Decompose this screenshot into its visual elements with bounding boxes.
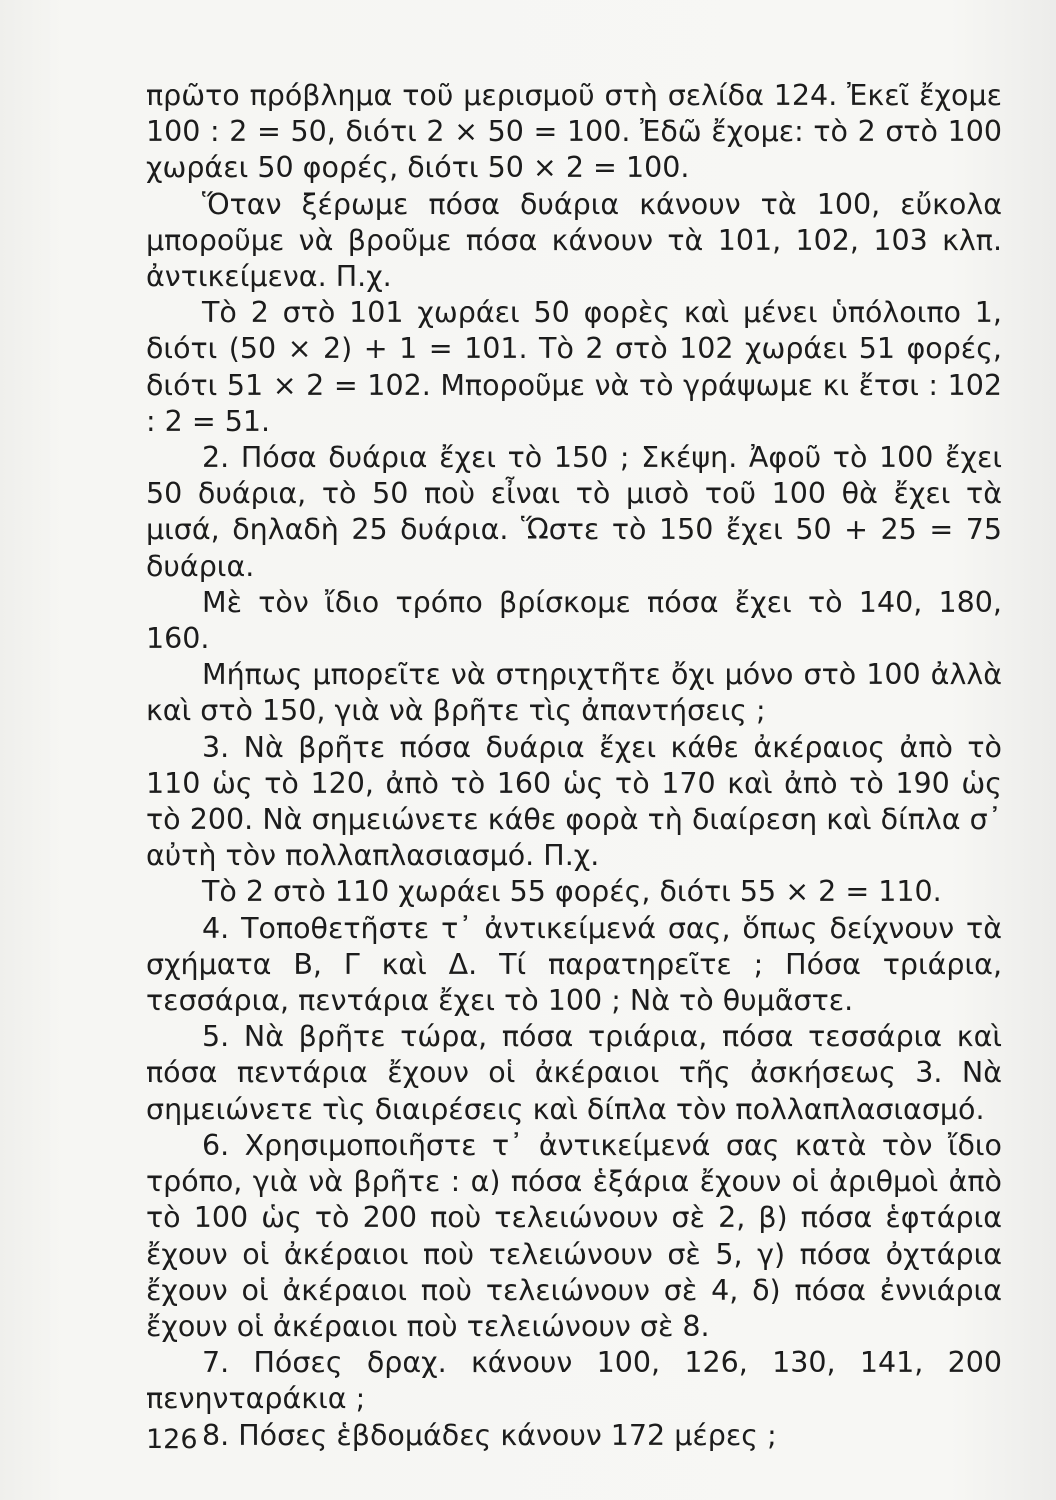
paragraph-continuation: πρῶτο πρόβλημα τοῦ μερισμοῦ στὴ σελίδα 124. Ἐκεῖ ἔχομε 100 : 2 = 50, διότι 2 × 50 = 100. Ἐδῶ ἔχομε: τὸ 2 στὸ 100 χωράει 50 φορές, διότι 50 × 2 = 100. (146, 79, 1002, 185)
exercise-2: 2. Πόσα δυάρια ἔχει τὸ 150 ; Σκέψη. Ἀφοῦ τὸ 100 ἔχει 50 δυάρια, τὸ 50 ποὺ εἶναι τὸ μισὸ τοῦ 100 θὰ ἔχει τὰ μισά, δηλαδὴ 25 δυάρια. Ὥστε τὸ 150 ἔχει 50 + 25 = 75 δυάρια. (146, 441, 1002, 583)
paragraph-question-150: Μήπως μπορεῖτε νὰ στηριχτῆτε ὄχι μόνο στὸ 100 ἀλλὰ καὶ στὸ 150, γιὰ νὰ βρῆτε τὶς ἀπαντήσεις ; (146, 658, 1002, 728)
exercise-6: 6. Χρησιμοποιῆστε τ᾽ ἀντικείμενά σας κατὰ τὸν ἴδιο τρόπο, γιὰ νὰ βρῆτε : α) πόσα ἑξάρια ἔχουν οἱ ἀριθμοὶ ἀπὸ τὸ 100 ὡς τὸ 200 ποὺ τελειώνουν σὲ 2, β) πόσα ἑφτάρια ἔχουν οἱ ἀκέραιοι ποὺ τελειώνουν σὲ 5, γ) πόσα ὀχτάρια ἔχουν οἱ ἀκέραιοι ποὺ τελειώνουν σὲ 4, δ) πόσα ἐννιάρια ἔχουν οἱ ἀκέραιοι ποὺ τελειώνουν σὲ 8. (146, 1128, 1002, 1343)
exercise-4: 4. Τοποθετῆστε τ᾽ ἀντικείμενά σας, ὅπως δείχνουν τὰ σχήματα Β, Γ καὶ Δ. Τί παρατηρεῖτε ; Πόσα τριάρια, τεσσάρια, πεντάρια ἔχει τὸ 100 ; Νὰ τὸ θυμᾶστε. (146, 911, 1002, 1018)
body-text (146, 78, 1002, 1454)
exercise-3: 3. Νὰ βρῆτε πόσα δυάρια ἔχει κάθε ἀκέραιος ἀπὸ τὸ 110 ὡς τὸ 120, ἀπὸ τὸ 160 ὡς τὸ 170 καὶ ἀπὸ τὸ 190 ὡς τὸ 200. Νὰ σημειώνετε κάθε φορὰ τὴ διαίρεση καὶ δίπλα σ᾽ αὐτὴ τὸν πολλαπλασιασμό. Π.χ. (146, 730, 1002, 873)
paragraph-example-110: Τὸ 2 στὸ 110 χωράει 55 φορές, διότι 55 × 2 = 110. (202, 875, 942, 909)
exercise-7: 7. Πόσες δραχ. κάνουν 100, 126, 130, 141, 200 πενηνταράκια ; (146, 1346, 1002, 1416)
page-number: 126 (146, 1424, 198, 1455)
paragraph-remainder-example: Τὸ 2 στὸ 101 χωράει 50 φορὲς καὶ μένει ὑπόλοιπο 1, διότι (50 × 2) + 1 = 101. Τὸ 2 στὸ 102 χωράει 51 φορές, διότι 51 × 2 = 102. Μποροῦμε νὰ τὸ γράψωμε κι ἔτσι : 102 : 2 = 51. (146, 296, 1002, 438)
paragraph-knowing-hundred: Ὅταν ξέρωμε πόσα δυάρια κάνουν τὰ 100, εὔκολα μποροῦμε νὰ βροῦμε πόσα κάνουν τὰ 101, 102, 103 κλπ. ἀντικείμενα. Π.χ. (146, 187, 1002, 294)
exercise-5: 5. Νὰ βρῆτε τώρα, πόσα τριάρια, πόσα τεσσάρια καὶ πόσα πεντάρια ἔχουν οἱ ἀκέραιοι τῆς ἀσκήσεως 3. Νὰ σημειώνετε τὶς διαιρέσεις καὶ δίπλα τὸν πολλαπλασιασμό. (146, 1020, 1002, 1126)
exercise-8: 8. Πόσες ἑβδομάδες κάνουν 172 μέρες ; (202, 1418, 777, 1452)
paragraph-same-method: Μὲ τὸν ἴδιο τρόπο βρίσκομε πόσα ἔχει τὸ 140, 180, 160. (146, 585, 1002, 656)
